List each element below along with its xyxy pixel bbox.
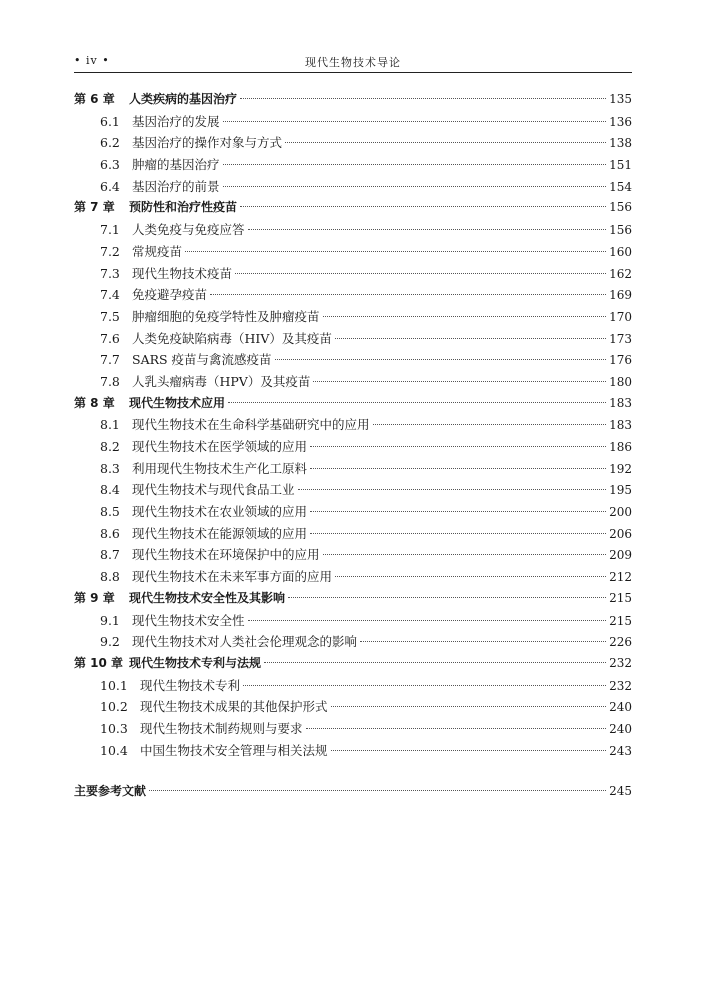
entry-number: 第 9 章	[74, 590, 115, 605]
toc-chapter-entry[interactable]	[74, 89, 632, 111]
dot-leader	[275, 359, 607, 360]
dot-leader	[223, 186, 607, 187]
entry-number: 6.4	[100, 178, 120, 194]
toc-section-entry[interactable]	[74, 132, 632, 154]
entry-page: 180	[609, 374, 632, 389]
entry-number: 10.3	[100, 720, 128, 736]
entry-page: 206	[609, 526, 632, 541]
dot-leader	[335, 338, 606, 339]
entry-title: 基因治疗的操作对象与方式	[132, 135, 283, 151]
entry-title: 现代生物技术制药规则与要求	[140, 720, 303, 736]
entry-number: 第 6 章	[74, 92, 115, 106]
dot-leader	[185, 251, 606, 252]
entry-number: 第 8 章	[74, 395, 115, 410]
entry-page: 183	[609, 395, 632, 410]
dot-leader	[335, 576, 606, 577]
entry-title: 中国生物技术安全管理与相关法规	[140, 742, 328, 758]
toc-section-entry[interactable]	[74, 349, 632, 371]
entry-title: 现代生物技术与现代食品工业	[132, 482, 295, 498]
entry-number: 7.6	[100, 330, 120, 346]
dot-leader	[240, 206, 606, 207]
entry-number: 8.1	[100, 417, 120, 433]
entry-number: 8.4	[100, 482, 120, 498]
entry-number: 7.3	[100, 265, 120, 281]
entry-page: 151	[609, 158, 632, 173]
entry-number: 8.8	[100, 569, 120, 585]
entry-page: 232	[609, 678, 632, 693]
entry-page: 192	[609, 461, 632, 476]
toc-chapter-entry[interactable]	[74, 393, 632, 415]
entry-page: 170	[609, 309, 632, 324]
toc-entry-references[interactable]	[74, 781, 632, 803]
entry-page: 156	[609, 200, 632, 215]
dot-leader	[240, 98, 606, 99]
entry-number: 8.5	[100, 504, 120, 520]
entry-page: 232	[609, 655, 632, 670]
entry-number: 9.1	[100, 612, 120, 628]
entry-page: 195	[609, 483, 632, 498]
entry-title: 现代生物技术在医学领域的应用	[132, 439, 308, 454]
entry-page: 215	[609, 590, 632, 605]
dot-leader	[223, 121, 607, 122]
toc-section-entry[interactable]	[74, 176, 632, 198]
toc-section-entry[interactable]	[74, 740, 632, 762]
entry-number: 7.1	[100, 222, 120, 238]
entry-title: 现代生物技术专利	[140, 677, 241, 693]
toc-section-entry[interactable]	[74, 566, 632, 588]
entry-number: 6.3	[100, 157, 120, 173]
entry-number: 7.7	[100, 352, 120, 368]
toc-section-entry[interactable]	[74, 371, 632, 393]
toc-chapter-entry[interactable]	[74, 653, 632, 675]
entry-page: 243	[609, 743, 632, 758]
toc-section-entry[interactable]	[74, 111, 632, 133]
entry-number: 7.2	[100, 243, 120, 259]
dot-leader	[310, 511, 606, 512]
dot-leader	[313, 381, 606, 382]
entry-title: 主要参考文献	[74, 784, 147, 798]
entry-page: 160	[609, 244, 632, 259]
dot-leader	[264, 662, 606, 663]
toc-section-entry[interactable]	[74, 610, 632, 632]
entry-number: 10.1	[100, 677, 128, 693]
book-title: 现代生物技术导论	[305, 56, 401, 69]
dot-leader	[223, 164, 607, 165]
toc-section-entry[interactable]	[74, 631, 632, 653]
entry-number: 8.2	[100, 439, 120, 454]
entry-title: 现代生物技术疫苗	[132, 265, 233, 281]
entry-title: 人类免疫与免疫应答	[132, 222, 245, 238]
dot-leader	[288, 597, 606, 598]
toc-section-entry[interactable]	[74, 306, 632, 328]
dot-leader	[228, 402, 606, 403]
dot-leader	[323, 316, 607, 317]
entry-title: 现代生物技术安全性及其影响	[129, 590, 286, 605]
entry-number: 6.1	[100, 113, 120, 129]
entry-number: 7.4	[100, 287, 120, 303]
entry-title: 常规疫苗	[132, 243, 183, 259]
entry-number: 8.7	[100, 547, 120, 563]
entry-page: 215	[609, 613, 632, 628]
dot-leader	[243, 685, 606, 686]
table-of-contents	[74, 89, 632, 761]
entry-title: 肿瘤的基因治疗	[132, 157, 220, 173]
toc-section-entry[interactable]	[74, 544, 632, 566]
entry-page: 136	[609, 114, 632, 129]
dot-leader	[285, 142, 606, 143]
entry-number: 第 10 章	[74, 655, 124, 670]
dot-leader	[149, 790, 606, 791]
entry-page: 200	[609, 505, 632, 520]
dot-leader	[298, 489, 607, 490]
entry-title: 基因治疗的发展	[132, 113, 220, 129]
entry-title: 现代生物技术在农业领域的应用	[132, 504, 308, 520]
entry-title: 人类疾病的基因治疗	[129, 92, 238, 106]
toc-section-entry[interactable]	[74, 154, 632, 176]
toc-section-entry[interactable]	[74, 501, 632, 523]
toc-section-entry[interactable]	[74, 263, 632, 285]
toc-section-entry[interactable]	[74, 414, 632, 436]
entry-page: 212	[609, 570, 632, 585]
entry-page: 240	[609, 700, 632, 715]
toc-section-entry[interactable]	[74, 219, 632, 241]
dot-leader	[310, 533, 606, 534]
toc-section-entry[interactable]	[74, 718, 632, 740]
entry-title: 人类免疫缺陷病毒（HIV）及其疫苗	[132, 330, 332, 346]
entry-page: 162	[609, 266, 632, 281]
entry-page: 169	[609, 288, 632, 303]
entry-number: 10.4	[100, 742, 128, 758]
entry-page: 209	[609, 548, 632, 563]
dot-leader	[331, 706, 607, 707]
toc-section-entry[interactable]	[74, 523, 632, 545]
entry-page: 173	[609, 331, 632, 346]
entry-title: 预防性和治疗性疫苗	[129, 200, 238, 215]
entry-title: 现代生物技术在环境保护中的应用	[132, 547, 320, 563]
entry-title: 现代生物技术对人类社会伦理观念的影响	[132, 634, 358, 650]
entry-number: 8.6	[100, 525, 120, 541]
dot-leader	[310, 446, 606, 447]
entry-number: 7.8	[100, 373, 120, 389]
dot-leader	[373, 424, 607, 425]
entry-number: 第 7 章	[74, 200, 115, 215]
entry-page: 156	[609, 223, 632, 238]
entry-title: 现代生物技术专利与法规	[129, 655, 262, 670]
entry-page: 240	[609, 721, 632, 736]
entry-page: 226	[609, 635, 632, 650]
entry-page: 138	[609, 136, 632, 151]
dot-leader	[323, 554, 607, 555]
dot-leader	[360, 641, 606, 642]
toc-section-entry[interactable]	[74, 436, 632, 458]
dot-leader	[248, 620, 607, 621]
toc-section-entry[interactable]	[74, 479, 632, 501]
dot-leader	[210, 294, 606, 295]
toc-section-entry[interactable]	[74, 284, 632, 306]
entry-title: 肿瘤细胞的免疫学特性及肿瘤疫苗	[132, 308, 320, 324]
entry-title: 现代生物技术在未来军事方面的应用	[132, 569, 333, 585]
entry-number: 7.5	[100, 308, 120, 324]
entry-page: 183	[609, 418, 632, 433]
entry-page: 245	[609, 784, 632, 798]
toc-section-entry[interactable]	[74, 328, 632, 350]
page-header	[74, 52, 632, 73]
toc-chapter-entry[interactable]	[74, 197, 632, 219]
toc-section-entry[interactable]	[74, 696, 632, 718]
toc-chapter-entry[interactable]	[74, 588, 632, 610]
entry-number: 6.2	[100, 135, 120, 151]
entry-number: 8.3	[100, 460, 120, 476]
entry-title: 现代生物技术应用	[129, 395, 226, 410]
entry-title: 现代生物技术成果的其他保护形式	[140, 699, 328, 715]
entry-page: 186	[609, 440, 632, 454]
entry-title: 现代生物技术在生命科学基础研究中的应用	[132, 417, 370, 433]
dot-leader	[310, 468, 606, 469]
entry-number: 10.2	[100, 699, 128, 715]
entry-title: 现代生物技术在能源领域的应用	[132, 525, 308, 541]
toc-section-entry[interactable]	[74, 458, 632, 480]
entry-number: 9.2	[100, 634, 120, 650]
entry-title: 免疫避孕疫苗	[132, 287, 208, 303]
entry-page: 154	[609, 179, 632, 194]
toc-section-entry[interactable]	[74, 675, 632, 697]
toc-section-entry[interactable]	[74, 241, 632, 263]
dot-leader	[306, 728, 607, 729]
dot-leader	[235, 273, 606, 274]
entry-title: 现代生物技术安全性	[132, 612, 245, 628]
page-number: • iv •	[74, 54, 110, 67]
dot-leader	[248, 229, 607, 230]
entry-page: 176	[609, 353, 632, 368]
entry-title: 利用现代生物技术生产化工原料	[132, 460, 308, 476]
dot-leader	[331, 750, 607, 751]
entry-title: SARS 疫苗与禽流感疫苗	[132, 352, 272, 368]
entry-title: 人乳头瘤病毒（HPV）及其疫苗	[132, 373, 311, 389]
entry-page: 135	[609, 92, 632, 106]
entry-title: 基因治疗的前景	[132, 178, 220, 194]
